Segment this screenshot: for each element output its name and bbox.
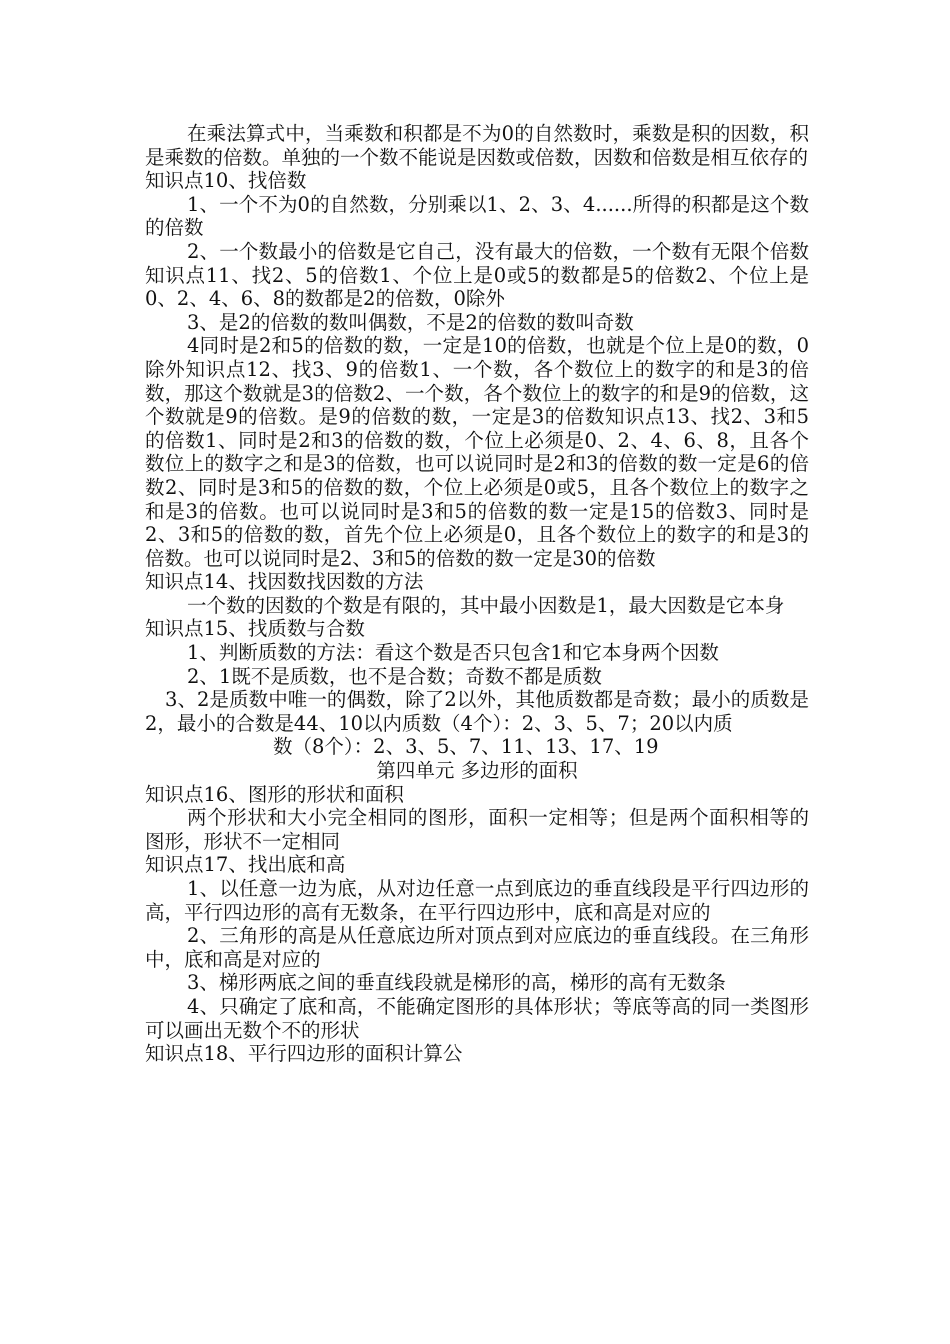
paragraph: 2、三角形的高是从任意底边所对顶点到对应底边的垂直线段。在三角形中，底和高是对应的: [145, 924, 809, 971]
paragraph: 3、是2的倍数的数叫偶数，不是2的倍数的数叫奇数: [187, 310, 634, 334]
paragraph: 3、2是质数中唯一的偶数，除了2以外，其他质数都是奇数；最小的质数是2，最小的合数是44、10以内质数（4个）：2、3、5、7；20以内质: [145, 688, 809, 735]
paragraph: 2、1既不是质数，也不是合数；奇数不都是质数: [187, 664, 602, 688]
paragraph: 3、梯形两底之间的垂直线段就是梯形的高，梯形的高有无数条: [187, 971, 726, 995]
paragraph: 1、判断质数的方法：看这个数是否只包含1和它本身两个因数: [187, 641, 719, 665]
paragraph: 4、只确定了底和高，不能确定图形的具体形状；等底等高的同一类图形可以画出无数个不的形状: [145, 994, 809, 1042]
section-heading: 知识点18、平行四边形的面积计算公: [145, 1042, 463, 1066]
paragraph: 1、一个不为0的自然数，分别乘以1、2、3、4......所得的积都是这个数的倍数: [145, 192, 809, 240]
paragraph: 在乘法算式中，当乘数和积都是不为0的自然数时，乘数是积的因数，积是乘数的倍数。单独的一个数不能说是因数或倍数，因数和倍数是相互依存的: [145, 122, 809, 169]
paragraph-continuation: 数（8个）：2、3、5、7、11、13、17、19: [273, 735, 659, 759]
section-heading: 知识点14、找因数找因数的方法: [145, 570, 424, 594]
paragraph: 4同时是2和5的倍数的数，一定是10的倍数，也就是个位上是0的数，0除外知识点12、找3、9的倍数1、一个数，各个数位上的数字的和是3的倍数，那这个数就是3的倍数2、一个数，各个数位上的数字的和是9的倍数，这个数就是9的倍数。是9的倍数的数，一定是3的倍数知识点13、找2、3和5的倍数1、同时是2和3的倍数的数，个位上必须是0、2、4、6、8，且各个数位上的数字之和是3的倍数，也可以说同时是2和3的倍数的数一定是6的倍数2、同时是3和5的倍数的数，个位上必须是0或5，且各个数位上的数字之和是3的倍数。也可以说同时是3和5的倍数的数一定是15的倍数3、同时是2、3和5的倍数的数，首先个位上必须是0，且各个数位上的数字的和是3的倍数。也可以说同时是2、3和5的倍数的数一定是30的倍数: [145, 334, 809, 570]
paragraph: 1、以任意一边为底，从对边任意一点到底边的垂直线段是平行四边形的高，平行四边形的高有无数条，在平行四边形中，底和高是对应的: [145, 877, 809, 924]
paragraph: 两个形状和大小完全相同的图形，面积一定相等；但是两个面积相等的图形，形状不一定相同: [145, 806, 809, 853]
section-heading: 知识点15、找质数与合数: [145, 617, 365, 641]
paragraph: 2、一个数最小的倍数是它自己，没有最大的倍数，一个数有无限个倍数知识点11、找2、5的倍数1、个位上是0或5的数都是5的倍数2、个位上是0、2、4、6、8的数都是2的倍数，0除外: [145, 239, 809, 311]
paragraph: 一个数的因数的个数是有限的，其中最小因数是1，最大因数是它本身: [187, 593, 785, 617]
document-body: [145, 122, 809, 1066]
section-heading: 知识点17、找出底和高: [145, 853, 346, 877]
section-heading: 知识点16、图形的形状和面积: [145, 782, 404, 806]
unit-title: 第四单元 多边形的面积: [376, 759, 578, 783]
section-heading: 知识点10、找倍数: [145, 169, 307, 193]
